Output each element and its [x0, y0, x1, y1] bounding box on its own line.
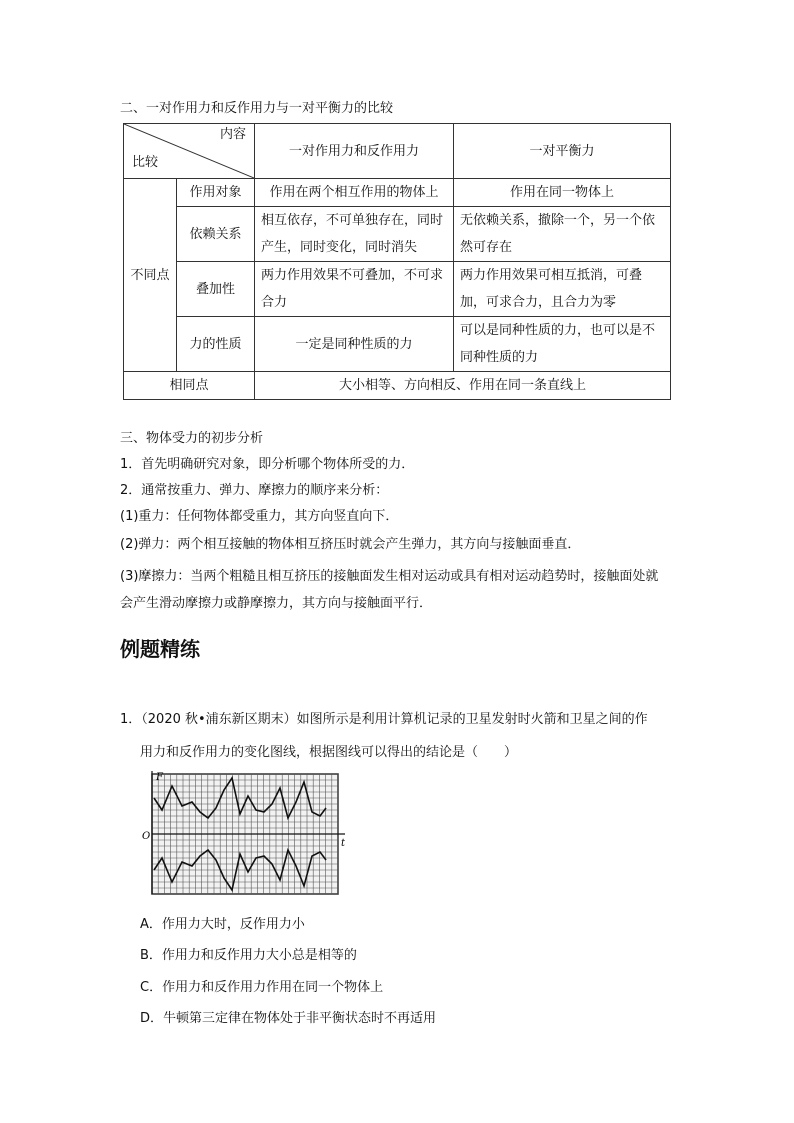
cell-action-reaction: 两力作用效果不可叠加，不可求合力	[255, 262, 454, 317]
header-col1: 一对作用力和反作用力	[255, 124, 454, 179]
same-value: 大小相等、方向相反、作用在同一条直线上	[255, 372, 671, 400]
question-stem-continued: 用力和反作用力的变化图线，根据图线可以得出的结论是（ ）	[140, 745, 518, 760]
y-axis-label: F	[156, 772, 163, 783]
option-a[interactable]: A．作用力大时，反作用力小	[140, 917, 305, 932]
question-stem: 如图所示是利用计算机记录的卫星发射时火箭和卫星之间的作	[296, 712, 648, 727]
corner-top-label: 内容	[219, 127, 246, 142]
table-row	[124, 262, 671, 317]
corner-bottom-label: 比较	[132, 155, 159, 170]
examples-heading: 例题精练	[120, 637, 200, 661]
table-row	[124, 372, 671, 400]
section-title: 三、物体受力的初步分析	[120, 431, 264, 446]
cell-balance: 作用在同一物体上	[454, 179, 671, 207]
force-time-graph	[140, 768, 350, 898]
origin-label: O	[142, 831, 151, 842]
row-label: 力的性质	[177, 317, 255, 372]
cell-action-reaction: 一定是同种性质的力	[255, 317, 454, 372]
cell-balance: 无依赖关系，撤除一个，另一个依然可存在	[454, 207, 671, 262]
table-row	[124, 207, 671, 262]
cell-balance: 两力作用效果可相互抵消，可叠加，可求合力，且合力为零	[454, 262, 671, 317]
group-label: 不同点	[124, 179, 177, 372]
option-b[interactable]: B．作用力和反作用力大小总是相等的	[140, 948, 357, 963]
analysis-line: (3)摩擦力：当两个粗糙且相互挤压的接触面发生相对运动或具有相对运动趋势时，接触面处就会产生滑动摩擦力或静摩擦力，其方向与接触面平行．	[120, 569, 659, 611]
analysis-line: (1)重力：任何物体都受重力，其方向竖直向下．	[120, 509, 399, 524]
analysis-line: (2)弹力：两个相互接触的物体相互挤压时就会产生弹力，其方向与接触面垂直．	[120, 537, 581, 552]
header-col2: 一对平衡力	[454, 124, 671, 179]
cell-action-reaction: 相互依存，不可单独存在，同时产生，同时变化，同时消失	[255, 207, 454, 262]
cell-balance: 可以是同种性质的力，也可以是不同种性质的力	[454, 317, 671, 372]
analysis-line: 1．首先明确研究对象，即分析哪个物体所受的力．	[120, 457, 415, 472]
same-label: 相同点	[124, 372, 255, 400]
question-source: （2020 秋•浦东新区期末）	[141, 712, 297, 727]
table-row	[124, 179, 671, 207]
option-c[interactable]: C．作用力和反作用力作用在同一个物体上	[140, 980, 384, 995]
row-label: 叠加性	[177, 262, 255, 317]
row-label: 依赖关系	[177, 207, 255, 262]
row-label: 作用对象	[177, 179, 255, 207]
cell-action-reaction: 作用在两个相互作用的物体上	[255, 179, 454, 207]
option-d[interactable]: D．牛顿第三定律在物体处于非平衡状态时不再适用	[140, 1011, 437, 1026]
x-axis-label: t	[341, 838, 346, 849]
question-number: 1．	[120, 712, 142, 727]
table-row	[124, 317, 671, 372]
section-title: 二、一对作用力和反作用力与一对平衡力的比较	[120, 101, 394, 116]
table-corner-cell	[124, 124, 255, 179]
analysis-line: 2．通常按重力、弹力、摩擦力的顺序来分析：	[120, 483, 389, 498]
question-1	[120, 703, 690, 769]
comparison-table	[123, 123, 671, 400]
